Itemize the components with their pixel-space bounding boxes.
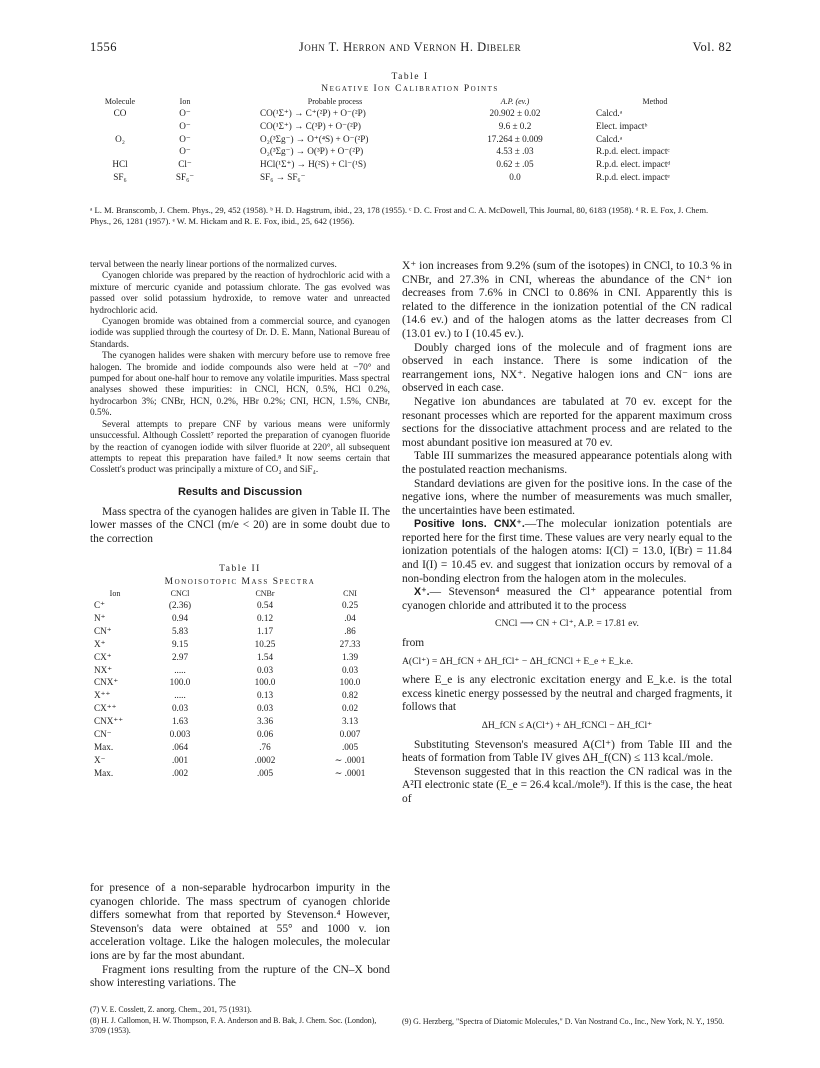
table2-cell: ..... bbox=[174, 664, 186, 675]
table2-cell: 0.03 bbox=[256, 703, 274, 714]
table2-cell: 0.12 bbox=[256, 612, 274, 623]
table1-ion: O⁻ bbox=[179, 120, 191, 131]
table2-col-header: CNBr bbox=[255, 589, 275, 598]
table-row bbox=[90, 145, 730, 158]
right-footnote: (9) G. Herzberg, "Spectra of Diatomic Molecules," D. Van Nostrand Co., Inc., New York, N. Y., 1950. bbox=[402, 1017, 725, 1026]
paragraph: Several attempts to prepare CNF by various means were uniformly unsuccessful. Although Cosslett⁷ reported the preparation of cyanogen fluoride by the reaction of cyanogen iodide with silver fluoride at 220°, all subsequent attempts to repeat this preparation have failed.⁸ It now seems certain that Cosslett's product was principally a mixture of CO₂ and SiF₄. bbox=[90, 419, 390, 476]
table2-cell: .04 bbox=[344, 612, 356, 623]
paragraph bbox=[402, 586, 732, 613]
table1-process: SF₆ → SF₆⁻ bbox=[260, 171, 306, 182]
table-row bbox=[90, 612, 390, 625]
page-number: 1556 bbox=[90, 40, 117, 54]
left-footnotes bbox=[90, 1005, 390, 1037]
table2-col-header: CNI bbox=[343, 589, 357, 598]
table2-cell: 0.03 bbox=[171, 703, 189, 714]
table-row bbox=[90, 754, 390, 767]
table2-ion: N⁺ bbox=[94, 612, 106, 623]
table2-cell: 100.0 bbox=[339, 677, 361, 688]
left-column-experimental bbox=[90, 260, 390, 477]
table1-ion: SF₆⁻ bbox=[175, 171, 195, 182]
table2-cell: 1.39 bbox=[341, 651, 359, 662]
running-title: John T. Herron and Vernon H. Dibeler bbox=[298, 40, 522, 54]
table1-ion: O⁻ bbox=[179, 133, 191, 144]
table2-title: Monoisotopic Mass Spectra bbox=[164, 577, 316, 587]
table2-ion: X⁺ bbox=[94, 638, 106, 649]
table-row bbox=[90, 133, 730, 146]
footnote: (8) H. J. Callomon, H. W. Thompson, F. A. Anderson and B. Bak, J. Chem. Soc. (London), 3709 (1953). bbox=[90, 1015, 377, 1035]
table2-cell: 3.36 bbox=[256, 716, 274, 727]
table1-col-header: Method bbox=[642, 97, 668, 106]
table-row bbox=[90, 120, 730, 133]
table1-ap: 20.902 ± 0.02 bbox=[489, 108, 541, 118]
table2-cell: .005 bbox=[256, 767, 274, 778]
table2-ion: X⁺⁺ bbox=[94, 690, 111, 701]
table1-ap: 17.264 ± 0.009 bbox=[487, 133, 543, 144]
subsection-heading: X⁺. bbox=[414, 586, 430, 599]
paragraph: Cyanogen chloride was prepared by the reaction of hydrochloric acid with a mixture of mercuric cyanide and potassium chlorate. The gas evolved was passed over solid potassium hydroxide, to remove water and unreacted hydrochloric acid. bbox=[90, 271, 390, 316]
table1-process: CO(¹Σ⁺) → C(³P) + O⁻(²P) bbox=[260, 120, 361, 131]
table1-process: CO(¹Σ⁺) → C⁺(²P) + O⁻(²P) bbox=[260, 108, 366, 118]
table2-cell: 0.82 bbox=[341, 690, 359, 701]
table2-ion: CX⁺ bbox=[94, 651, 112, 662]
paragraph: Standard deviations are given for the positive ions. In the case of the negative ions, where the number of measurements was much smaller, the uncertainties have been estimated. bbox=[402, 477, 732, 517]
table1-molecule: HCl bbox=[112, 159, 128, 170]
table2-cell: 3.13 bbox=[341, 716, 359, 727]
paragraph: from bbox=[402, 637, 425, 650]
table2-cell: .76 bbox=[259, 741, 271, 752]
table1-ap: 0.62 ± .05 bbox=[496, 159, 534, 170]
table2-cell: 1.17 bbox=[256, 625, 274, 636]
table-row bbox=[90, 664, 390, 677]
table1 bbox=[90, 96, 730, 184]
results-intro bbox=[90, 506, 390, 547]
paragraph: where E_e is any electronic excitation energy and E_k.e. is the total excess kinetic energy possessed by the neutral and charged fragments, it follows that bbox=[402, 674, 732, 714]
table1-ap: 0.0 bbox=[509, 171, 521, 182]
paragraph: Negative ion abundances are tabulated at 70 ev. except for the resonant processes which are reported for the apparent maximum cross sections for the dissociative attachment process and are related to the most abundant positive ion measured at 70 ev. bbox=[402, 395, 732, 449]
paragraph: terval between the nearly linear portions of the normalized curves. bbox=[90, 260, 337, 270]
table2-col-header: CNCl bbox=[170, 589, 190, 598]
table-row bbox=[90, 767, 390, 780]
table2-cell: ∼ .0001 bbox=[334, 767, 366, 778]
paragraph: Cyanogen bromide was obtained from a commercial source, and cyanogen iodide was supplied through the courtesy of Dr. D. E. Mann, National Bureau of Standards. bbox=[90, 317, 390, 350]
table2-label: Table II bbox=[219, 564, 261, 574]
paragraph: Substituting Stevenson's measured A(Cl⁺) from Table III and the heats of formation from Table IV gives ΔH_f(CN) ≤ 113 kcal./mole. bbox=[402, 738, 732, 765]
paragraph bbox=[402, 518, 732, 586]
table2-cell: ..... bbox=[174, 690, 186, 701]
table2-cell: 0.06 bbox=[256, 729, 274, 740]
subsection-heading: Positive Ions. CNX⁺. bbox=[414, 518, 525, 531]
table2-ion: CN⁺ bbox=[94, 625, 112, 636]
table1-molecule bbox=[90, 145, 150, 158]
table-row bbox=[90, 107, 730, 120]
table2-cell: .002 bbox=[171, 767, 189, 778]
equation: A(Cl⁺) = ΔH_fCN + ΔH_fCl⁺ − ΔH_fCNCl + E_e + E_k.e. bbox=[402, 655, 634, 667]
table2-ion: CNX⁺⁺ bbox=[94, 716, 124, 727]
table2-cell: 0.003 bbox=[169, 729, 191, 740]
paragraph: Table III summarizes the measured appearance potentials along with the postulated reaction mechanisms. bbox=[402, 450, 732, 476]
paragraph: X⁺ ion increases from 9.2% (sum of the isotopes) in CNCl, to 10.3 % in CNBr, and 27.3% in CNI, whereas the abundance of the CN⁺ ion decreases from 7.6% in CNCl to 0.86% in CNI. Apparently this is related to the difference in the ionization potential of the CN radical (14.6 ev.) and of the halogen atoms as the latter decreases from Cl (13.01 ev.) to I (10.45 ev.). bbox=[402, 260, 732, 340]
table1-col-header: Ion bbox=[179, 97, 191, 106]
table2-cell: 0.03 bbox=[341, 664, 359, 675]
table1-molecule: CO bbox=[113, 108, 127, 118]
table2 bbox=[90, 588, 390, 780]
table-row bbox=[90, 702, 390, 715]
table1-title: Negative Ion Calibration Points bbox=[321, 84, 499, 94]
table2-cell: 2.97 bbox=[171, 651, 189, 662]
table2-cell: .001 bbox=[171, 754, 189, 765]
table-row bbox=[90, 689, 390, 702]
table1-process: HCl(¹Σ⁺) → H(²S) + Cl⁻(¹S) bbox=[260, 159, 367, 170]
table1-label: Table I bbox=[391, 72, 429, 82]
table1-process: O₂(³Σg⁻) → O⁺(⁴S) + O⁻(²P) bbox=[260, 133, 369, 144]
table2-cell: 0.54 bbox=[256, 600, 274, 610]
paragraph-text: —The molecular ionization potentials are reported here for the first time. These values are very nearly equal to the ionization potentials of the halogen atoms: I(Cl) = 13.0, I(Br) = 11.84 and I(I) = 10.45 ev. and suggest that ionization occurs by removal of a non-bonding electron from the halogen atom in the molecules. bbox=[402, 518, 733, 585]
volume-number: Vol. 82 bbox=[692, 40, 732, 54]
table2-cell: ∼ .0001 bbox=[334, 754, 366, 765]
paragraph: Stevenson suggested that in this reaction the CN radical was in the A²Π electronic state (E_e = 26.4 kcal./mole⁹). If this is the case, the heat of bbox=[402, 765, 732, 805]
table1-method: R.p.d. elect. impactᶜ bbox=[596, 146, 670, 157]
table2-cell: 0.03 bbox=[256, 664, 274, 675]
table2-cell: 0.25 bbox=[341, 600, 359, 610]
table2-cell: 27.33 bbox=[339, 638, 361, 649]
table-row bbox=[90, 638, 390, 651]
table2-ion: Max. bbox=[94, 767, 114, 778]
paragraph: Mass spectra of the cyanogen halides are given in Table II. The lower masses of the CNCl (m/e < 20) are in some doubt due to the correction bbox=[90, 505, 390, 545]
equation: CNCl ⟶ CN + Cl⁺, A.P. = 17.81 ev. bbox=[495, 618, 639, 630]
table2-cell: 0.007 bbox=[339, 729, 361, 740]
table2-cell: 100.0 bbox=[254, 677, 276, 688]
table1-method: Calcd.ᵃ bbox=[596, 108, 623, 118]
table1-molecule bbox=[90, 120, 150, 133]
table1-molecule: SF₆ bbox=[113, 171, 127, 182]
table2-cell: 5.83 bbox=[171, 625, 189, 636]
table-row bbox=[90, 728, 390, 741]
left-column bbox=[90, 260, 390, 547]
table2-cell: .86 bbox=[344, 625, 356, 636]
table-row bbox=[90, 158, 730, 171]
table2-cell: 100.0 bbox=[169, 677, 191, 688]
table1-ion: O⁻ bbox=[179, 146, 191, 157]
table-row bbox=[90, 651, 390, 664]
table-row bbox=[90, 599, 390, 612]
table2-cell: 0.13 bbox=[256, 690, 274, 701]
table2-cell: 10.25 bbox=[254, 638, 276, 649]
paragraph: Fragment ions resulting from the rupture of the CN–X bond show interesting variations. The bbox=[90, 963, 390, 990]
table2-cell: (2.36) bbox=[168, 600, 192, 610]
table2-ion: Max. bbox=[94, 741, 114, 752]
table-row bbox=[90, 676, 390, 689]
table1-method: R.p.d. elect. impactᵈ bbox=[596, 159, 671, 170]
table2-cell: 0.94 bbox=[171, 612, 189, 623]
table1-ap: 4.53 ± .03 bbox=[496, 146, 534, 157]
table1-process: O₂(³Σg⁻) → O(³P) + O⁻(²P) bbox=[260, 146, 364, 157]
table2-ion: CNX⁺ bbox=[94, 677, 119, 688]
paragraph: Doubly charged ions of the molecule and of fragment ions are observed in each instance. There is some indication of the rearrangement ions, NX⁺. Negative halogen ions and CN⁻ ions are observed in each case. bbox=[402, 341, 732, 395]
table1-method: Calcd.ᵃ bbox=[596, 133, 623, 144]
table1-footnote: ᵃ L. M. Branscomb, J. Chem. Phys., 29, 452 (1958). ᵇ H. D. Hagstrum, ibid., 23, 178 (1955). ᶜ D. C. Frost and C. A. McDowell, This Journal, 80, 6183 (1958). ᵈ R. E. Fox, J. Chem. Phys., 26, 1281 (1957). ᵉ W. M. Hickam and R. E. Fox, ibid., 25, 642 (1956). bbox=[90, 205, 709, 226]
table2-cell: .005 bbox=[341, 741, 359, 752]
table2-cell: .064 bbox=[171, 741, 189, 752]
table1-ap: 9.6 ± 0.2 bbox=[498, 120, 532, 131]
table1-ion: O⁻ bbox=[179, 108, 191, 118]
table2-body bbox=[90, 599, 390, 780]
equation: ΔH_fCN ≤ A(Cl⁺) + ΔH_fCNCl − ΔH_fCl⁺ bbox=[481, 720, 653, 731]
table2-header-row bbox=[90, 588, 390, 599]
paragraph-text: — Stevenson⁴ measured the Cl⁺ appearance potential from cyanogen chloride and attributed it to the process bbox=[402, 586, 732, 612]
table2-cell: .0002 bbox=[254, 754, 276, 765]
table2-ion: C⁺ bbox=[94, 600, 105, 610]
table2-ion: CN⁻ bbox=[94, 729, 112, 740]
table1-col-header: Probable process bbox=[307, 97, 363, 106]
table2-ion: X⁻ bbox=[94, 754, 106, 765]
table2-cell: 1.54 bbox=[256, 651, 274, 662]
footnote: (7) V. E. Cosslett, Z. anorg. Chem., 201, 75 (1931). bbox=[90, 1005, 252, 1014]
table1-header-row bbox=[90, 96, 730, 107]
table1-col-header: A.P. (ev.) bbox=[500, 97, 530, 106]
table1-method: Elect. impactᵇ bbox=[596, 120, 648, 131]
table1-method: R.p.d. elect. impactᵉ bbox=[596, 171, 670, 182]
table2-ion: CX⁺⁺ bbox=[94, 703, 117, 714]
table2-cell: 1.63 bbox=[171, 716, 189, 727]
right-column bbox=[402, 260, 732, 807]
paragraph: for presence of a non-separable hydrocarbon impurity in the cyanogen chloride. The mass spectrum of cyanogen chloride differs somewhat from that reported by Stevenson.⁴ However, Stevenson's data were obtained at 55° and 1000 v. ion acceleration voltage. Like the halogen molecules, the molecular ions are by far the most abundant. bbox=[90, 882, 390, 962]
table1-molecule: O₂ bbox=[115, 133, 125, 144]
table-row bbox=[90, 741, 390, 754]
table1-col-header: Molecule bbox=[104, 97, 136, 106]
table-row bbox=[90, 625, 390, 638]
table2-col-header: Ion bbox=[109, 589, 121, 598]
paragraph: The cyanogen halides were shaken with mercury before use to remove free halogen. The bromide and iodide compounds also were held at −70° and pumped for about one-half hour to remove any volatile impurities. Mass spectral analyses showed these impurities: in CNCl, HCN, 0.5%, HCl 0.2%, hydrocarbon 3%; CNBr, HCN, 0.2%, HBr 0.2%; CNI, HCN, 1.5%, CNBr, 0.5%. bbox=[90, 351, 391, 419]
table2-cell: 0.02 bbox=[341, 703, 359, 714]
section-heading: Results and Discussion bbox=[177, 485, 303, 498]
table1-ion: Cl⁻ bbox=[178, 159, 192, 170]
table2-ion: NX⁺ bbox=[94, 664, 113, 675]
left-column-bottom bbox=[90, 882, 390, 991]
table2-cell: 9.15 bbox=[171, 638, 189, 649]
table-row bbox=[90, 715, 390, 728]
table-row bbox=[90, 171, 730, 184]
